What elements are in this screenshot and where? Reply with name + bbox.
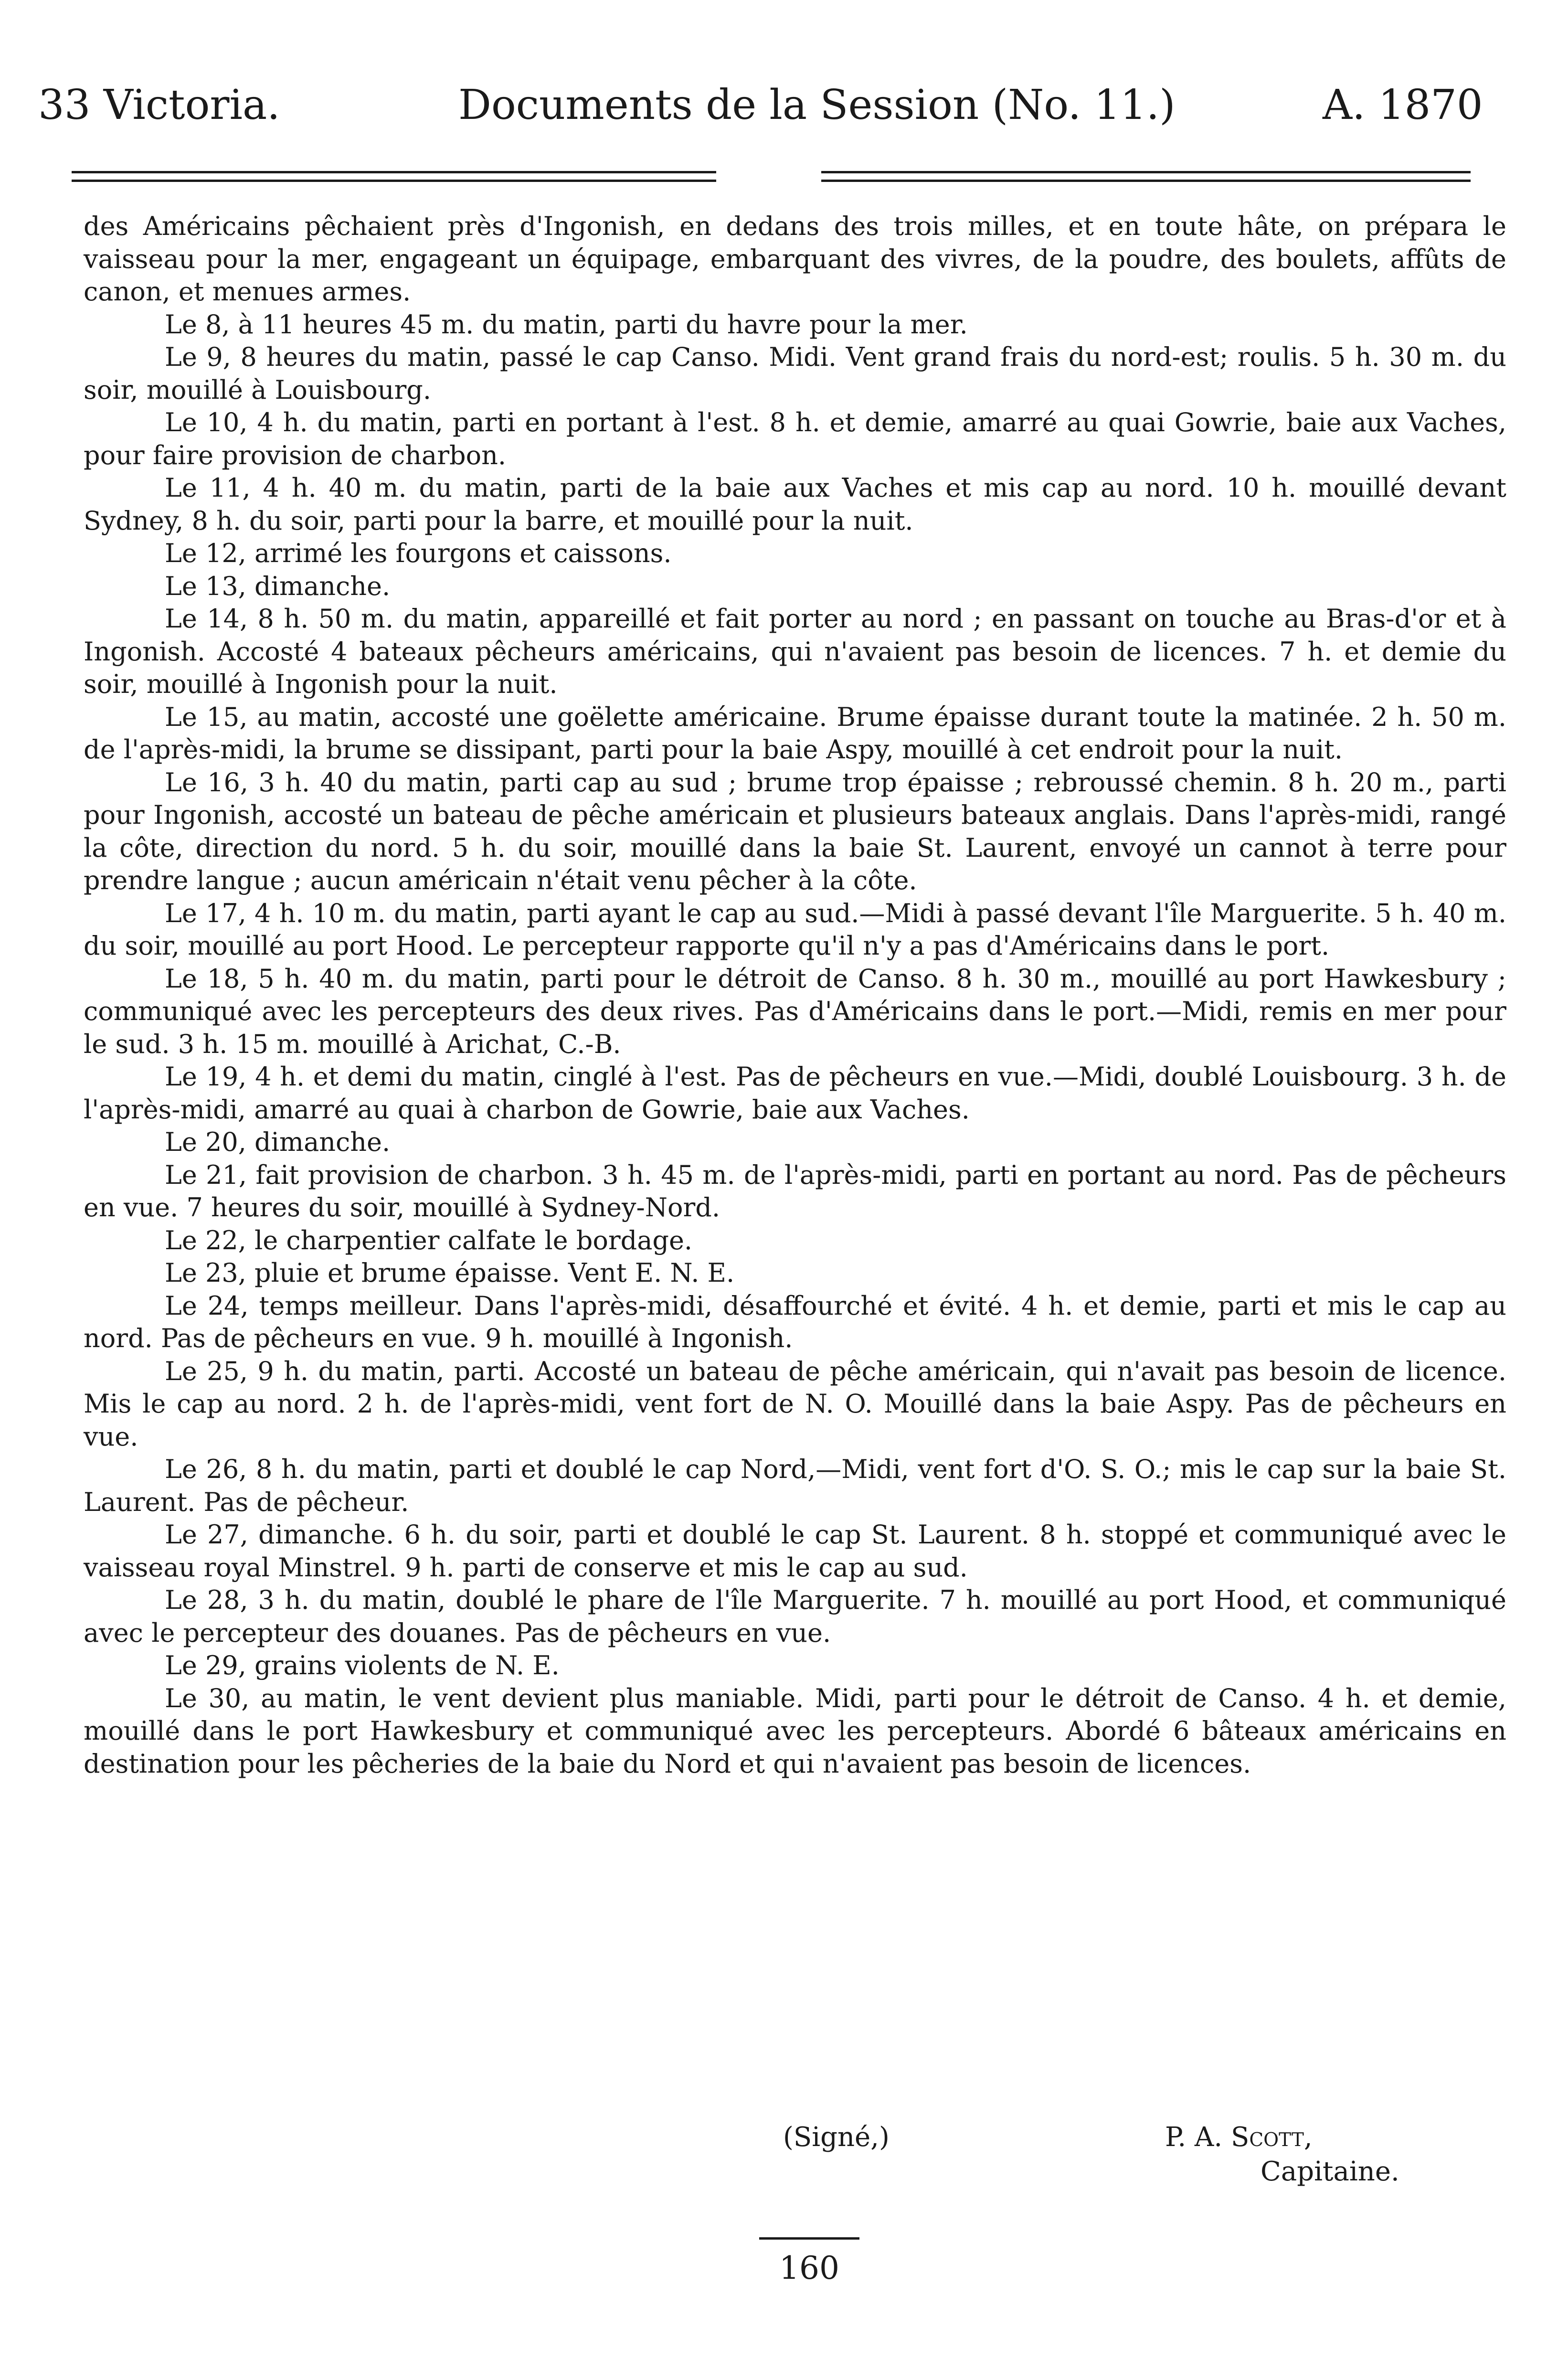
- log-entry: Le 14, 8 h. 50 m. du matin, appareillé et fait porter au nord ; en passant on touche au Bras-d'or et à Ingonish. Accosté 4 bateaux pêcheurs américains, qui n'avaient pas besoin de licences. 7 h. et demie du soir, mouillé à Ingonish pour la nuit.: [84, 604, 1506, 699]
- log-entry: Le 27, dimanche. 6 h. du soir, parti et doublé le cap St. Laurent. 8 h. stoppé et communiqué avec le vaisseau royal Minstrel. 9 h. parti de conserve et mis le cap au sud.: [84, 1520, 1506, 1583]
- log-entry: Le 9, 8 heures du matin, passé le cap Canso. Midi. Vent grand frais du nord-est; roulis. 5 h. 30 m. du soir, mouillé à Louisbourg.: [84, 342, 1506, 405]
- log-entry: Le 28, 3 h. du matin, doublé le phare de l'île Marguerite. 7 h. mouillé au port Hood, et communiqué avec le percepteur des douanes. Pas de pêcheurs en vue.: [84, 1585, 1506, 1648]
- log-entry: Le 12, arrimé les fourgons et caissons.: [165, 538, 672, 568]
- log-entry: Le 18, 5 h. 40 m. du matin, parti pour le détroit de Canso. 8 h. 30 m., mouillé au port Hawkesbury ; communiqué avec les percepteurs des deux rives. Pas d'Américains dans le port.—Midi, remis en mer pour le sud. 3 h. 15 m. mouillé à Arichat, C.-B.: [84, 963, 1506, 1059]
- page-header: [38, 72, 1490, 138]
- log-entry: Le 15, au matin, accosté une goëlette américaine. Brume épaisse durant toute la matinée. 2 h. 50 m. de l'après-midi, la brume se dissipant, parti pour la baie Aspy, mouillé à cet endroit pour la nuit.: [84, 701, 1506, 765]
- signed-label: (Signé,): [783, 2122, 890, 2153]
- signatory-name: P. A. Scott,: [1165, 2122, 1313, 2153]
- log-entry: Le 30, au matin, le vent devient plus maniable. Midi, parti pour le détroit de Canso. 4 h. et demie, mouillé dans le port Hawkesbury et communiqué avec les percepteurs. Abordé 6 bâteaux américains en destination pour les pêcheries de la baie du Nord et qui n'avaient pas besoin de licences.: [84, 1683, 1506, 1779]
- header-rule: [72, 180, 716, 182]
- log-entry: Le 26, 8 h. du matin, parti et doublé le cap Nord,—Midi, vent fort d'O. S. O.; mis le cap sur la baie St. Laurent. Pas de pêcheur.: [84, 1454, 1506, 1517]
- log-entry: Le 22, le charpentier calfate le bordage.: [165, 1225, 693, 1255]
- log-entry: Le 23, pluie et brume épaisse. Vent E. N. E.: [165, 1258, 735, 1288]
- signature-block: [783, 2120, 1499, 2197]
- signatory-rank: Capitaine.: [1261, 2156, 1399, 2187]
- log-entry: Le 19, 4 h. et demi du matin, cinglé à l'est. Pas de pêcheurs en vue.—Midi, doublé Louisbourg. 3 h. de l'après-midi, amarré au quai à charbon de Gowrie, baie aux Vaches.: [84, 1062, 1506, 1125]
- header-volume: 33 Victoria.: [38, 81, 280, 129]
- header-rule: [72, 171, 716, 173]
- log-entry: Le 11, 4 h. 40 m. du matin, parti de la baie aux Vaches et mis cap au nord. 10 h. mouillé devant Sydney, 8 h. du soir, parti pour la barre, et mouillé pour la nuit.: [84, 473, 1506, 536]
- header-year: A. 1870: [1323, 81, 1483, 129]
- log-entry: Le 20, dimanche.: [165, 1127, 391, 1157]
- log-entry: Le 8, à 11 heures 45 m. du matin, parti du havre pour la mer.: [165, 309, 968, 340]
- log-entry: Le 10, 4 h. du matin, parti en portant à l'est. 8 h. et demie, amarré au quai Gowrie, baie aux Vaches, pour faire provision de charbon.: [84, 407, 1506, 470]
- log-continuation: des Américains pêchaient près d'Ingonish, en dedans des trois milles, et en toute hâte, on prépara le vaisseau pour la mer, engageant un équipage, embarquant des vivres, de la poudre, des boulets, affûts de canon, et menues armes.: [84, 211, 1506, 307]
- header-title: Documents de la Session (No. 11.): [458, 81, 1176, 129]
- log-entry: Le 16, 3 h. 40 du matin, parti cap au sud ; brume trop épaisse ; rebroussé chemin. 8 h. 20 m., parti pour Ingonish, accosté un bateau de pêche américain et plusieurs bateaux anglais. Dans l'après-midi, rangé la côte, direction du nord. 5 h. du soir, mouillé dans la baie St. Laurent, envoyé un cannot à terre pour prendre langue ; aucun américain n'était venu pêcher à la côte.: [84, 767, 1506, 895]
- log-entry: Le 21, fait provision de charbon. 3 h. 45 m. de l'après-midi, parti en portant au nord. Pas de pêcheurs en vue. 7 heures du soir, mouillé à Sydney-Nord.: [84, 1159, 1506, 1222]
- log-entry: Le 13, dimanche.: [165, 571, 391, 601]
- log-entry: Le 25, 9 h. du matin, parti. Accosté un bateau de pêche américain, qui n'avait pas besoin de licence. Mis le cap au nord. 2 h. de l'après-midi, vent fort de N. O. Mouillé dans la baie Aspy. Pas de pêcheurs en vue.: [84, 1356, 1506, 1452]
- log-entry: Le 24, temps meilleur. Dans l'après-midi, désaffourché et évité. 4 h. et demie, parti et mis le cap au nord. Pas de pêcheurs en vue. 9 h. mouillé à Ingonish.: [84, 1290, 1506, 1353]
- footer-rule: [759, 2237, 859, 2240]
- log-entries: [84, 210, 1506, 1780]
- page-number: 160: [779, 2250, 839, 2286]
- header-rule: [821, 171, 1471, 173]
- log-entry: Le 17, 4 h. 10 m. du matin, parti ayant le cap au sud.—Midi à passé devant l'île Marguerite. 5 h. 40 m. du soir, mouillé au port Hood. Le percepteur rapporte qu'il n'y a pas d'Américains dans le port.: [84, 898, 1506, 961]
- header-rule: [821, 180, 1471, 182]
- log-entry: Le 29, grains violents de N. E.: [165, 1650, 560, 1680]
